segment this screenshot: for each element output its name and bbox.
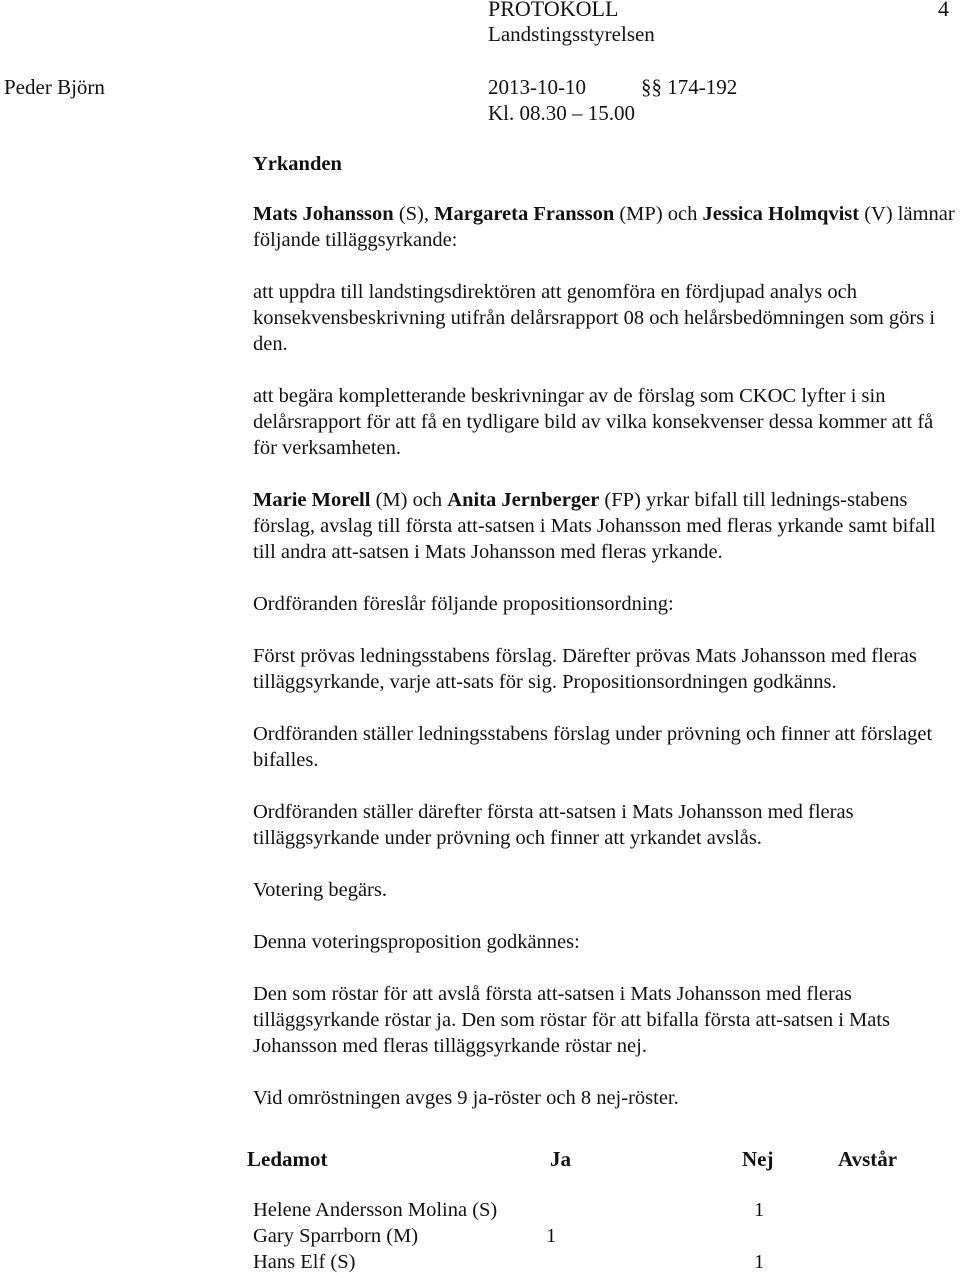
vote-request: Votering begärs. bbox=[253, 879, 387, 901]
author-name: Peder Björn bbox=[4, 75, 105, 99]
ruling-paragraph: Ordföranden ställer därefter första att-satsen i Mats Johansson med fleras tilläggsyrkande under prövning och finner att yrkandet avslås. bbox=[253, 801, 854, 849]
board-name: Landstingsstyrelsen bbox=[488, 22, 655, 46]
no-cell: 1 bbox=[754, 1199, 765, 1221]
member-cell: Gary Sparrborn (M) bbox=[253, 1225, 419, 1247]
proposition-order: Först prövas ledningsstabens förslag. Därefter prövas Mats Johansson med fleras tilläggsyrkande, varje att-sats för sig. Propositionsordningen godkänns. bbox=[253, 645, 917, 693]
motion-paragraph: Marie Morell (M) och Anita Jernberger (FP) yrkar bifall till lednings-stabens förslag, avslag till första att-satsen i Mats Johansson med fleras yrkande samt bifall till andra att-satsen i Mats Johansson med fleras yrkande. bbox=[253, 489, 936, 563]
section-heading: Yrkanden bbox=[253, 153, 342, 175]
vote-proposition: Den som röstar för att avslå första att-satsen i Mats Johansson med fleras tilläggsyrkande röstar ja. Den som röstar för att bifalla första att-satsen i Mats Johansson med fleras tilläggsyrkande röstar nej. bbox=[253, 983, 891, 1057]
meeting-time: Kl. 08.30 – 15.00 bbox=[488, 101, 635, 125]
member-name: Jessica Holmqvist bbox=[702, 203, 860, 225]
page-number: 4 bbox=[938, 0, 949, 21]
yes-cell: 1 bbox=[546, 1225, 557, 1247]
member-name: Anita Jernberger bbox=[447, 489, 600, 511]
column-header-abstain: Avstår bbox=[838, 1147, 898, 1171]
att-clause-1: att uppdra till landstingsdirektören att genomföra en fördjupad analys och konsekvensbeskrivning utifrån delårsrapport 08 och helårsbedömningen som görs i den. bbox=[253, 281, 936, 355]
member-name: Marie Morell bbox=[253, 489, 371, 511]
member-cell: Helene Andersson Molina (S) bbox=[253, 1199, 498, 1221]
document-title: PROTOKOLL bbox=[488, 0, 619, 21]
member-name: Margareta Fransson bbox=[434, 203, 615, 225]
meeting-date: 2013-10-10 bbox=[488, 75, 586, 99]
vote-proposition-intro: Denna voteringsproposition godkännes: bbox=[253, 931, 580, 953]
member-name: Mats Johansson bbox=[253, 203, 394, 225]
column-header-member: Ledamot bbox=[247, 1147, 328, 1171]
document-body bbox=[253, 151, 960, 1137]
column-header-yes: Ja bbox=[550, 1147, 571, 1171]
ruling-paragraph: Ordföranden ställer ledningsstabens förslag under prövning och finner att förslaget bifalles. bbox=[253, 723, 933, 771]
no-cell: 1 bbox=[754, 1251, 765, 1273]
column-header-no: Nej bbox=[742, 1147, 774, 1171]
member-cell: Hans Elf (S) bbox=[253, 1251, 356, 1273]
att-clause-2: att begära kompletterande beskrivningar av de förslag som CKOC lyfter i sin delårsrapport för att få en tydligare bild av vilka konsekvenser dessa kommer att få för verksamheten. bbox=[253, 385, 934, 459]
paragraph-range: §§ 174-192 bbox=[641, 75, 738, 99]
motion-paragraph: Mats Johansson (S), Margareta Fransson (MP) och Jessica Holmqvist (V) lämnar följande tilläggsyrkande: bbox=[253, 203, 955, 251]
proposition-intro: Ordföranden föreslår följande propositionsordning: bbox=[253, 593, 674, 615]
vote-result: Vid omröstningen avges 9 ja-röster och 8 nej-röster. bbox=[253, 1087, 679, 1109]
